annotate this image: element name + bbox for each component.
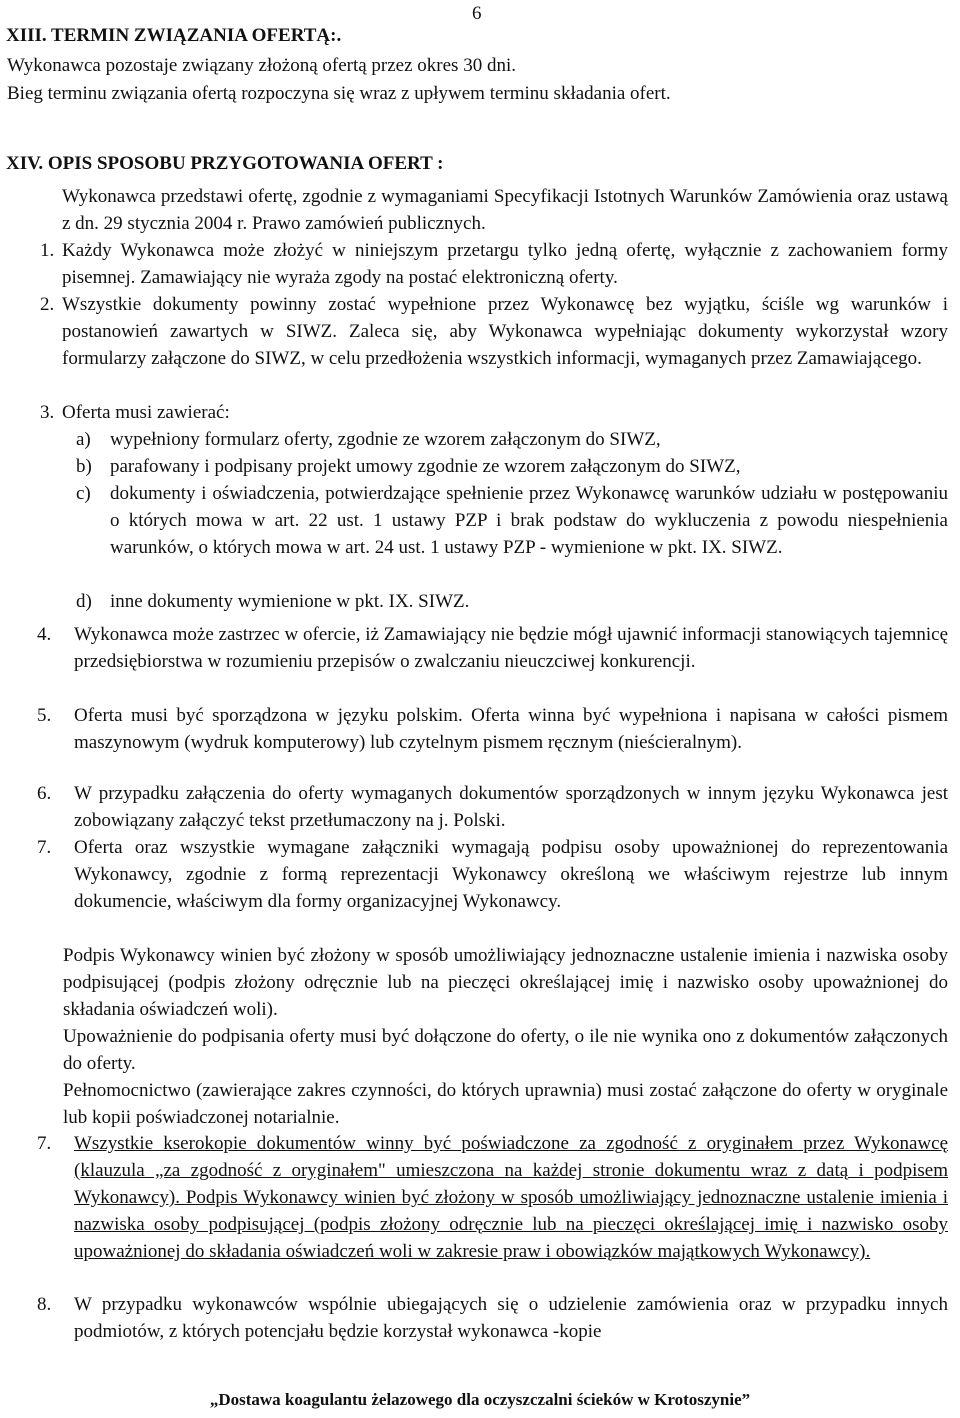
item-text: W przypadku załączenia do oferty wymaganych dokumentów sporządzonych w innym języku Wykonawca jest zobowiązany załączyć tekst przetłumaczony na j. Polski. xyxy=(74,783,948,831)
item-number: 7. xyxy=(37,837,52,858)
sub-item-letter: a) xyxy=(76,429,91,450)
section-14-heading: XIV. OPIS SPOSOBU PRZYGOTOWANIA OFERT : xyxy=(6,153,444,174)
section-14-intro: Wykonawca przedstawi ofertę, zgodnie z wymaganiami Specyfikacji Istotnych Warunków Zamówienia oraz ustawą z dn. 29 stycznia 2004 r. Prawo zamówień publicznych. xyxy=(62,186,948,234)
item-number: 6. xyxy=(37,783,52,804)
item-text: Każdy Wykonawca może złożyć w niniejszym przetargu tylko jedną ofertę, wyłącznie z zachowaniem formy pisemnej. Zamawiający nie wyraża zgody na postać elektroniczną oferty. xyxy=(62,240,948,288)
sub-item-text: parafowany i podpisany projekt umowy zgodnie ze wzorem załączonym do SIWZ, xyxy=(110,456,741,477)
item-number: 3. xyxy=(40,402,55,423)
footer-title: „Dostawa koagulantu żelazowego dla oczyszczalni ścieków w Krotoszynie” xyxy=(209,1390,751,1409)
item-number: 4. xyxy=(37,624,52,645)
sub-item-letter: c) xyxy=(76,483,91,504)
item-text: Wykonawca może zastrzec w ofercie, iż Zamawiający nie będzie mógł ujawnić informacji stanowiących tajemnicę przedsiębiorstwa w rozumieniu przepisów o zwalczaniu nieuczciwej konkurencji. xyxy=(74,624,948,672)
item-text: W przypadku wykonawców wspólnie ubiegających się o udzielenie zamówienia oraz w przypadku innych podmiotów, z których potencjału będzie korzystał wykonawca -kopie xyxy=(74,1294,948,1342)
section-13-line-2: Bieg terminu związania ofertą rozpoczyna się wraz z upływem terminu składania ofert. xyxy=(7,83,671,104)
item-number: 2. xyxy=(40,294,55,315)
sub-item-letter: d) xyxy=(76,591,92,612)
item-text: Wszystkie kserokopie dokumentów winny być poświadczone za zgodność z oryginałem przez Wykonawcę (klauzula „za zgodność z oryginałem" umieszczona na każdej stronie dokumentu wraz z datą i podpisem Wykonawcy). Podpis Wykonawcy winien być złożony w sposób umożliwiający jednoznaczne ustalenie imienia i nazwiska osoby podpisującej (podpis złożony odręcznie lub na pieczęci określającej imię i nazwisko osoby upoważnionej do składania oświadczeń woli w zakresie praw i obowiązków majątkowych Wykonawcy). xyxy=(74,1133,948,1262)
section-13-heading: XIII. TERMIN ZWIĄZANIA OFERTĄ:. xyxy=(6,25,342,46)
item-text: Wszystkie dokumenty powinny zostać wypełnione przez Wykonawcę bez wyjątku, ściśle wg warunków i postanowień zawartych w SIWZ. Zaleca się, aby Wykonawca wypełniając dokumenty wykorzystał wzory formularzy załączone do SIWZ, w celu przedłożenia wszystkich informacji, wymaganych przez Zamawiającego. xyxy=(62,294,948,369)
para-pelnomocnictwo: Pełnomocnictwo (zawierające zakres czynności, do których uprawnia) musi zostać załączone do oferty w oryginale lub kopii poświadczonej notarialnie. xyxy=(63,1080,948,1128)
para-podpis: Podpis Wykonawcy winien być złożony w sposób umożliwiający jednoznaczne ustalenie imienia i nazwiska osoby podpisującej (podpis złożony odręcznie lub na pieczęci określającej imię i nazwisko osoby upoważnionej do składania oświadczeń woli). xyxy=(63,945,948,1020)
sub-item-text: inne dokumenty wymienione w pkt. IX. SIWZ. xyxy=(110,591,470,612)
item-number: 1. xyxy=(40,240,55,261)
item-number: 5. xyxy=(37,705,52,726)
item-text: Oferta musi być sporządzona w języku polskim. Oferta winna być wypełniona i napisana w całości pismem maszynowym (wydruk komputerowy) lub czytelnym pismem ręcznym (nieścieralnym). xyxy=(74,705,948,753)
sub-item-letter: b) xyxy=(76,456,92,477)
sub-item-text: dokumenty i oświadczenia, potwierdzające spełnienie przez Wykonawcę warunków udziału w postępowaniu o których mowa w art. 22 ust. 1 ustawy PZP i brak podstaw do wykluczenia z powodu niespełnienia warunków, o których mowa w art. 24 ust. 1 ustawy PZP - wymienione w pkt. IX. SIWZ. xyxy=(110,483,948,558)
para-upowaznienie: Upoważnienie do podpisania oferty musi być dołączone do oferty, o ile nie wynika ono z dokumentów załączonych do oferty. xyxy=(63,1026,948,1074)
page-number: 6 xyxy=(472,3,482,24)
item-text: Oferta oraz wszystkie wymagane załączniki wymagają podpisu osoby upoważnionej do reprezentowania Wykonawcy, zgodnie z formą reprezentacji Wykonawcy określoną we właściwym rejestrze lub innym dokumencie, właściwym dla formy organizacyjnej Wykonawcy. xyxy=(74,837,948,912)
sub-item-text: wypełniony formularz oferty, zgodnie ze wzorem załączonym do SIWZ, xyxy=(110,429,661,450)
item-number: 8. xyxy=(37,1294,52,1315)
item-text: Oferta musi zawierać: xyxy=(62,402,230,423)
item-number: 7. xyxy=(37,1133,52,1154)
section-13-line-1: Wykonawca pozostaje związany złożoną ofertą przez okres 30 dni. xyxy=(7,55,516,76)
